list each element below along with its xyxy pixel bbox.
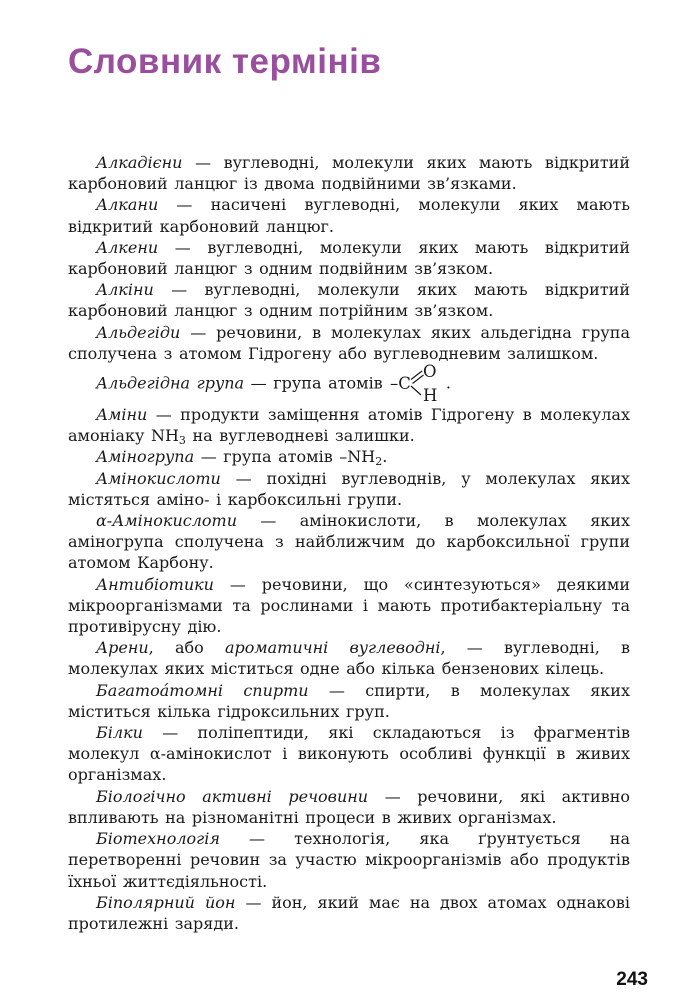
glossary [68,152,630,934]
glossary-text: — група атомів –NH [194,447,376,467]
svg-text:H: H [423,386,438,404]
glossary-text: — технологія, яка ґрунтується на перетворенні речовин за участю мікроорганізмів або продуктів їхньої життєдіяльності. [68,829,630,891]
glossary-term: Альдегідна група [96,373,245,393]
glossary-term: Аміни [96,405,148,425]
glossary-text: — група атомів [244,373,390,393]
glossary-term: Алкани [96,195,159,215]
page-title: Словник термінів [68,42,382,81]
glossary-text: . [439,373,451,393]
svg-text:–C: –C [390,374,412,394]
glossary-text: — насичені вуглеводні, молекули яких мають відкритий карбоновий ланцюг. [68,195,630,236]
glossary-text: . [382,447,388,467]
glossary-entry [68,446,630,467]
glossary-text: — речовини, що «синтезуються» деякими мікроорганізмами та рослинами і мають протибактеріальну та противірусну дію. [68,574,630,637]
glossary-entry [68,322,630,364]
glossary-term: Алкіни [96,280,154,300]
glossary-entry [68,279,630,321]
glossary-text: , — вуглеводні, в молекулах яких міститься одне або кілька бензенових кілець. [68,638,631,679]
glossary-text: — продукти заміщення атомів Гідрогену в молекулах амоніаку NH [68,405,630,446]
glossary-term: Алкени [96,237,159,257]
glossary-entry [68,404,630,446]
glossary-text: — спирти, в молекулах яких міститься кілька гідроксильних груп. [68,680,630,721]
glossary-text: — йон, який має на двох атомах однакові протилежні заряди. [68,892,630,933]
glossary-text: — вуглеводні, молекули яких мають відкритий карбоновий ланцюг з одним потрійним зв’язком. [68,280,630,321]
glossary-entry [68,468,630,510]
glossary-text: — речовини, які активно впливають на різноманітні процеси в живих організмах. [68,786,630,827]
glossary-text: — вуглеводні, молекули яких мають відкритий карбоновий ланцюг з одним подвійним зв’язком. [68,237,630,279]
glossary-text: — похідні вуглеводнів, у молекулах яких містяться аміно- і карбоксильні групи. [68,468,630,509]
glossary-text: 2 [375,455,383,469]
glossary-entry [68,510,630,574]
glossary-entry [68,722,630,786]
glossary-entry [68,680,630,722]
glossary-text: — речовини, в молекулах яких альдегідна група сполучена з атомом Гідрогену або вуглеводневим залишком. [68,322,630,363]
glossary-text: — поліпептиди, які складаються із фрагментів молекул α-амінокислот і виконують особливі функції в живих організмах. [68,723,630,785]
svg-text:O: O [423,363,437,382]
glossary-text: — амінокислоти, в молекулах яких аміногрупа сполучена з найближчим до карбоксильної групи атомом Карбону. [68,511,630,573]
glossary-term: Антибіотики [96,574,214,594]
glossary-term: Альдегіди [96,322,181,342]
glossary-text: на вуглеводневі залишки. [185,426,415,446]
glossary-term: Білки [96,723,143,743]
aldehyde-group-formula [390,363,438,403]
glossary-entry [68,237,630,279]
glossary-entry [68,152,630,194]
glossary-term: Багатоа́томні спирти [96,680,309,700]
glossary-entry [68,786,630,828]
glossary-entry [68,892,630,934]
page-number: 243 [616,969,648,990]
glossary-text: — вуглеводні, молекули яких мають відкритий карбоновий ланцюг із двома подвійними зв’язками. [68,153,630,194]
glossary-entry [68,194,630,236]
glossary-entry [68,574,630,638]
glossary-entry [68,637,630,679]
glossary-term: Біотехнологія [96,829,220,849]
glossary-term: ароматичні вуглеводні [224,638,441,658]
glossary-term: Алкадієни [96,153,183,172]
glossary-text: 3 [178,434,186,448]
glossary-term: Арени [96,638,149,658]
glossary-term: Біполярний йон [96,892,236,912]
glossary-term: Аміногрупа [96,447,195,467]
glossary-term: Біологічно активні речовини [96,786,369,806]
glossary-entry [68,828,630,892]
glossary-text: , або [148,638,225,658]
glossary-term: α-Амінокислоти [96,511,237,531]
glossary-entry [68,364,630,404]
glossary-term: Амінокислоти [96,468,221,488]
